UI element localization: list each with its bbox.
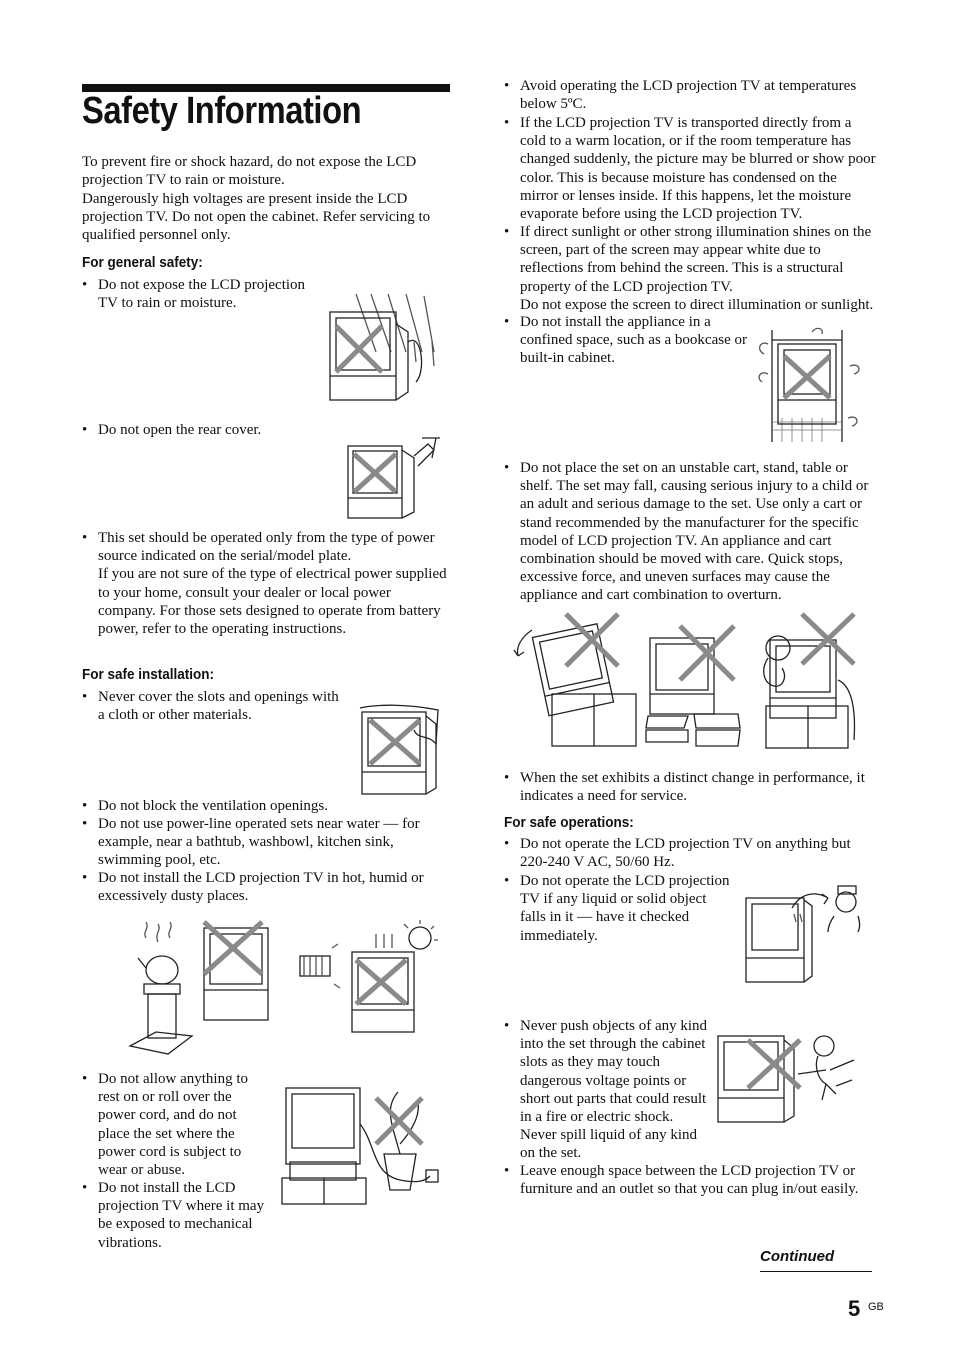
installation-bullet-vibrations: • Do not install the LCD projection TV where it may be exposed to mechanical vibrations. [82,1179,270,1252]
safe-operations-heading: For safe operations: [504,814,634,831]
right-bullet-sunlight [504,223,880,314]
push-objects-illustration [714,1034,864,1126]
page-number: 5 [848,1296,861,1321]
general-bullet-rain: • Do not expose the LCD projection TV to rain or moisture. [82,276,326,312]
installation-bullet-ventilation: • Do not block the ventilation openings. [82,797,450,815]
right-bullet-confined-space: • Do not install the appliance in a confined space, such as a bookcase or built-in cabinet. [504,313,748,368]
power-source-text: This set should be operated only from the type of power source indicated on the serial/model plate. [98,530,435,565]
general-safety-heading: For general safety: [82,254,203,271]
power-cord-illustration [280,1084,442,1206]
intro-paragraph-2: Dangerously high voltages are present inside the LCD projection TV. Do not open the cabinet. Refer servicing to qualified personnel only. [82,191,431,244]
installation-bullet-power-cord: • Do not allow anything to rest on or roll over the power cord, and do not place the set where the power cord is subject to wear or abuse. [82,1070,270,1179]
sunlight-text-2: Do not expose the screen to direct illumination or sunlight. [520,296,874,313]
operations-bullet-outlet-space: • Leave enough space between the LCD projection TV or furniture and an outlet so that you can plug in/out easily. [504,1162,880,1198]
page-title: Safety Information [82,90,362,132]
tv-cloth-cover-illustration [358,704,442,796]
safe-installation-heading: For safe installation: [82,666,215,683]
tv-rain-illustration [326,292,442,402]
general-bullet-rear-cover: • Do not open the rear cover. [82,421,328,439]
humid-place-illustration [128,918,274,1058]
general-bullet-power-source [82,529,450,638]
unstable-cart-illustration [512,610,862,752]
installation-bullet-water: • Do not use power-line operated sets near water — for example, near a bathtub, washbowl, kitchen sink, swimming pool, etc. [82,815,450,870]
installation-bullet-cloth: • Never cover the slots and openings with a cloth or other materials. [82,688,348,724]
continued-label: Continued [760,1248,872,1272]
right-bullet-temperature: • Avoid operating the LCD projection TV at temperatures below 5ºC. [504,77,876,113]
sunlight-text: If direct sunlight or other strong illumination shines on the screen, part of the screen may appear white due to reflections from behind the screen. This is a structural property of the LCD projection TV. [520,224,872,295]
tv-rear-cover-illustration [344,436,444,522]
operations-bullet-push-objects: • Never push objects of any kind into the set through the cabinet slots as they may touch dangerous voltage points or short out parts that could result in a fire or electric shock. Never spill liquid of any kind on the set. [504,1017,712,1163]
right-bullet-service: • When the set exhibits a distinct change in performance, it indicates a need for service. [504,769,876,805]
confined-space-illustration [756,326,866,444]
hot-dusty-place-illustration [296,920,440,1034]
intro-paragraph-1: To prevent fire or shock hazard, do not expose the LCD projection TV to rain or moisture. [82,154,417,189]
power-source-text-2: If you are not sure of the type of electrical power supplied to your home, consult your dealer or local power company. For those sets designed to operate from battery power, refer to the operating instructions. [98,566,447,638]
operations-bullet-voltage: • Do not operate the LCD projection TV on anything but 220-240 V AC, 50/60 Hz. [504,835,876,871]
liquid-object-illustration [742,884,862,988]
page-suffix: GB [868,1301,884,1313]
installation-bullet-hot-humid: • Do not install the LCD projection TV in hot, humid or excessively dusty places. [82,869,450,905]
right-bullet-condensation: • If the LCD projection TV is transported directly from a cold to a warm location, or if the room temperature has changed suddenly, the picture may be blurred or show poor color. This is because moisture has condensed on the mirror or lenses inside. If this happens, let the moisture evaporate before using the LCD projection TV. [504,114,876,223]
right-bullet-unstable-cart: • Do not place the set on an unstable cart, stand, table or shelf. The set may fall, causing serious injury to a child or an adult and serious damage to the set. Use only a cart or stand recommended by the manufacturer for the specific model of LCD projection TV. An appliance and cart combination should be moved with care. Quick stops, excessive force, and uneven surfaces may cause the appliance and cart combination to overturn. [504,459,876,605]
operations-bullet-liquid: • Do not operate the LCD projection TV if any liquid or solid object falls in it — have it checked immediately. [504,872,732,945]
